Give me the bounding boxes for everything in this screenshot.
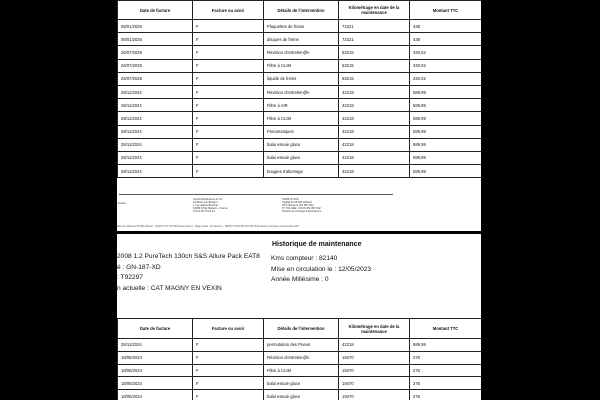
footer-line: RCS Nanterre 351 867 692 bbox=[282, 204, 314, 208]
row-mileage: 72321 bbox=[339, 33, 410, 46]
footer-line: Capital de 88 000 435 Eur. bbox=[282, 201, 313, 205]
row-date: 26/07/2025 bbox=[118, 59, 193, 72]
row-intervention: balai essuie glace bbox=[264, 151, 339, 164]
row-mileage: 19470 bbox=[339, 377, 410, 390]
vehicle-details bbox=[117, 252, 260, 294]
table-row bbox=[118, 72, 482, 85]
table-row bbox=[118, 339, 482, 352]
footer-line: France bbox=[118, 202, 127, 205]
row-mileage: 42218 bbox=[339, 165, 410, 178]
row-amount: 276 bbox=[410, 377, 482, 390]
row-invoice-type: F bbox=[193, 46, 264, 59]
footer-legal-text: SAS au capital de 88 000 435 Eur - ORIAS n°07 001 835 (www.orias.fr) - Siège social : 92 Nanterre - TEMSYS SAS 351 867 692 RCS Nanterre (marque commerciale d'AC bbox=[117, 225, 299, 228]
table-body bbox=[118, 20, 482, 178]
header-amount: Montant TTC bbox=[410, 1, 482, 20]
row-intervention: Pneumatiques bbox=[264, 125, 339, 138]
row-intervention: permutation des Pneus bbox=[264, 339, 339, 352]
row-date: 26/07/2025 bbox=[118, 46, 193, 59]
table-row bbox=[118, 364, 482, 377]
row-date: 28/11/2024 bbox=[118, 85, 193, 98]
maintenance-table bbox=[117, 0, 481, 178]
vehicle-line: é : GN-187-XD bbox=[117, 263, 161, 271]
row-mileage: 42218 bbox=[339, 125, 410, 138]
row-intervention: Révision d'entretien(fin bbox=[264, 351, 339, 364]
info-line: Année Millésime : 0 bbox=[271, 276, 329, 283]
header-invoice-type: Facture ou avoir bbox=[193, 319, 264, 339]
document-page-2 bbox=[117, 234, 481, 400]
header-invoice-type: Facture ou avoir bbox=[193, 1, 264, 20]
row-amount: 438 bbox=[410, 20, 482, 33]
row-amount: 340,02 bbox=[410, 46, 482, 59]
row-invoice-type: F bbox=[193, 125, 264, 138]
header-intervention: Détails de l'intervention bbox=[264, 319, 339, 339]
footer-address-center bbox=[193, 198, 273, 213]
row-mileage: 19470 bbox=[339, 364, 410, 377]
row-date: 18/05/2024 bbox=[118, 377, 193, 390]
table-body bbox=[118, 339, 482, 400]
table-row bbox=[118, 33, 482, 46]
vehicle-line: : T92297 bbox=[117, 274, 143, 281]
footer-address-left bbox=[118, 202, 158, 205]
row-date: 28/11/2024 bbox=[118, 339, 193, 352]
vehicle-info bbox=[271, 254, 371, 286]
table-row bbox=[118, 85, 482, 98]
row-intervention: liquide de freins bbox=[264, 72, 339, 85]
row-intervention: balai essuie glace bbox=[264, 138, 339, 151]
row-intervention: Révision d'entretien(fin bbox=[264, 85, 339, 98]
row-invoice-type: F bbox=[193, 351, 264, 364]
row-amount: 589,99 bbox=[410, 85, 482, 98]
row-amount: 589,99 bbox=[410, 151, 482, 164]
row-amount: 589,99 bbox=[410, 99, 482, 112]
row-mileage: 42218 bbox=[339, 99, 410, 112]
row-date: 18/05/2024 bbox=[118, 364, 193, 377]
row-date: 18/05/2024 bbox=[118, 351, 193, 364]
row-invoice-type: F bbox=[193, 72, 264, 85]
info-line: Mise en circulation le : 12/05/2023 bbox=[271, 265, 372, 273]
row-amount: 589,99 bbox=[410, 138, 482, 151]
row-date: 08/01/2026 bbox=[118, 33, 193, 46]
row-mileage: 72321 bbox=[339, 20, 410, 33]
row-intervention: bougies d'allumage bbox=[264, 165, 339, 178]
row-amount: 340,02 bbox=[410, 72, 482, 85]
row-intervention: balai essuie glace bbox=[264, 390, 339, 400]
row-date: 28/11/2024 bbox=[118, 112, 193, 125]
row-mileage: 19470 bbox=[339, 351, 410, 364]
table-header-row bbox=[118, 319, 482, 339]
row-invoice-type: F bbox=[193, 151, 264, 164]
row-date: 18/05/2024 bbox=[118, 390, 193, 400]
row-intervention: Filtre à CLIM bbox=[264, 112, 339, 125]
footer-line: Tél 01 69 79 23 23 bbox=[193, 210, 215, 214]
row-amount: 589,99 bbox=[410, 165, 482, 178]
row-invoice-type: F bbox=[193, 390, 264, 400]
row-intervention: Plaquettes de freins bbox=[264, 20, 339, 33]
footer-line: 91080 Chilly-Mazarin - France bbox=[193, 207, 228, 211]
table-row bbox=[118, 138, 482, 151]
row-invoice-type: F bbox=[193, 59, 264, 72]
info-line: Kms compteur : 82140 bbox=[271, 255, 338, 262]
footer-divider bbox=[119, 194, 393, 195]
table-row bbox=[118, 46, 482, 59]
footer-company-info bbox=[282, 198, 372, 213]
row-invoice-type: F bbox=[193, 138, 264, 151]
row-date: 28/11/2024 bbox=[118, 151, 193, 164]
vehicle-line: 2008 1.2 PureTech 130ch S&S Allure Pack EAT8 bbox=[117, 253, 260, 260]
table-row bbox=[118, 99, 482, 112]
table-row bbox=[118, 112, 482, 125]
header-intervention: Détails de l'intervention bbox=[264, 1, 339, 20]
table-row bbox=[118, 351, 482, 364]
row-mileage: 42218 bbox=[339, 85, 410, 98]
row-amount: 276 bbox=[410, 351, 482, 364]
row-amount: 340,02 bbox=[410, 59, 482, 72]
row-mileage: 63215 bbox=[339, 72, 410, 85]
row-date: 28/11/2024 bbox=[118, 99, 193, 112]
row-date: 28/11/2024 bbox=[118, 165, 193, 178]
row-amount: 276 bbox=[410, 390, 482, 400]
row-date: 26/07/2025 bbox=[118, 72, 193, 85]
row-amount: 589,99 bbox=[410, 339, 482, 352]
row-invoice-type: F bbox=[193, 20, 264, 33]
document-page-1 bbox=[117, 0, 481, 231]
row-invoice-type: F bbox=[193, 364, 264, 377]
row-date: 08/01/2026 bbox=[118, 20, 193, 33]
header-mileage: Kilométrage en date de la maintenance bbox=[339, 1, 410, 20]
page-title: Historique de maintenance bbox=[272, 241, 362, 248]
row-date: 28/11/2024 bbox=[118, 138, 193, 151]
footer-line: Centre Restitutions et VO bbox=[193, 198, 223, 201]
row-invoice-type: F bbox=[193, 99, 264, 112]
row-amount: 589,99 bbox=[410, 125, 482, 138]
header-date: Date de facture bbox=[118, 319, 193, 339]
footer-line: 1 rue Hélène Boucher bbox=[193, 204, 219, 208]
vehicle-line: n actuelle : CAT MAGNY EN VEXIN bbox=[117, 284, 222, 292]
row-invoice-type: F bbox=[193, 85, 264, 98]
row-mileage: 42218 bbox=[339, 339, 410, 352]
footer-line: TEMSYS SAS bbox=[282, 198, 299, 201]
footer-line: N° TVA CEE : FR 06 351 867 692 bbox=[282, 207, 321, 211]
row-mileage: 63215 bbox=[339, 46, 410, 59]
row-mileage: 42218 bbox=[339, 151, 410, 164]
footer-line: Société de courtage d'assurances bbox=[282, 210, 321, 214]
row-invoice-type: F bbox=[193, 165, 264, 178]
row-intervention: Filtre à CLIM bbox=[264, 59, 339, 72]
row-intervention: Filtre à AIR bbox=[264, 99, 339, 112]
row-intervention: balai essuie glace bbox=[264, 377, 339, 390]
row-mileage: 42218 bbox=[339, 112, 410, 125]
row-amount: 589,99 bbox=[410, 112, 482, 125]
table-row bbox=[118, 59, 482, 72]
table-row bbox=[118, 377, 482, 390]
table-row bbox=[118, 151, 482, 164]
row-invoice-type: F bbox=[193, 339, 264, 352]
header-date: Date de facture bbox=[118, 1, 193, 20]
row-mileage: 63215 bbox=[339, 59, 410, 72]
header-mileage: Kilométrage en date de la maintenance bbox=[339, 319, 410, 339]
row-invoice-type: F bbox=[193, 112, 264, 125]
row-invoice-type: F bbox=[193, 377, 264, 390]
table-row bbox=[118, 125, 482, 138]
row-mileage: 19470 bbox=[339, 390, 410, 400]
row-date: 28/11/2024 bbox=[118, 125, 193, 138]
row-intervention: Filtre à CLIM bbox=[264, 364, 339, 377]
row-amount: 276 bbox=[410, 364, 482, 377]
row-invoice-type: F bbox=[193, 33, 264, 46]
table-header-row bbox=[118, 1, 482, 20]
table-row bbox=[118, 165, 482, 178]
table-row bbox=[118, 390, 482, 400]
maintenance-table bbox=[117, 318, 481, 400]
row-intervention: disques de freins bbox=[264, 33, 339, 46]
row-mileage: 42218 bbox=[339, 138, 410, 151]
row-intervention: Révision d'entretien(fin bbox=[264, 46, 339, 59]
header-amount: Montant TTC bbox=[410, 319, 482, 339]
row-amount: 438 bbox=[410, 33, 482, 46]
footer-line: ZA Butte aux Bergers bbox=[193, 201, 218, 205]
table-row bbox=[118, 20, 482, 33]
